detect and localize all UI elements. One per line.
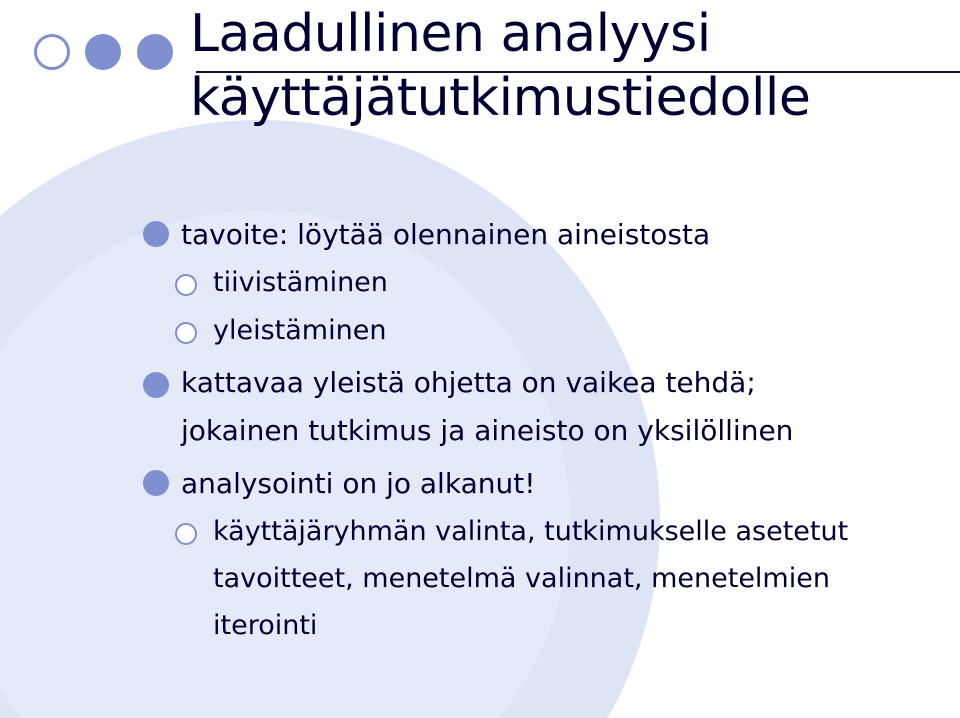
bullet-marker-outline bbox=[175, 322, 197, 344]
bullet-marker-filled bbox=[143, 221, 169, 247]
bullet-text: jokainen tutkimus ja aineisto on yksilöllinen bbox=[181, 414, 794, 447]
bullet-text: kattavaa yleistä ohjetta on vaikea tehdä; bbox=[181, 366, 756, 399]
bullet-item bbox=[181, 460, 535, 508]
bullet-text: iterointi bbox=[213, 610, 318, 641]
bullet-item bbox=[181, 211, 710, 259]
bullet-text: käyttäjäryhmän valinta, tutkimukselle asetetut bbox=[213, 516, 849, 547]
bullet-marker-outline bbox=[175, 523, 197, 545]
bullet-text: analysointi on jo alkanut! bbox=[181, 467, 536, 500]
slide-title-line-2: käyttäjätutkimustiedolle bbox=[190, 68, 811, 128]
slide-title-line-1: Laadullinen analyysi bbox=[190, 4, 711, 64]
bullet-item bbox=[181, 359, 793, 455]
bullet-marker-filled bbox=[143, 470, 169, 496]
decorative-dot-filled-2 bbox=[137, 34, 173, 70]
sub-bullet-item bbox=[213, 508, 848, 649]
sub-bullet-item bbox=[213, 307, 386, 354]
slide-title bbox=[190, 2, 810, 130]
bullet-text: tiivistäminen bbox=[213, 267, 388, 298]
bullet-text: tavoite: löytää olennainen aineistosta bbox=[181, 218, 711, 251]
decorative-dot-filled bbox=[85, 34, 121, 70]
bullet-marker-filled bbox=[143, 372, 169, 398]
sub-bullet-item bbox=[213, 259, 388, 306]
bullet-marker-outline bbox=[175, 274, 197, 296]
decorative-dot-outline bbox=[34, 34, 70, 70]
bullet-text: tavoitteet, menetelmä valinnat, menetelmien bbox=[213, 563, 830, 594]
bullet-text: yleistäminen bbox=[213, 315, 387, 346]
